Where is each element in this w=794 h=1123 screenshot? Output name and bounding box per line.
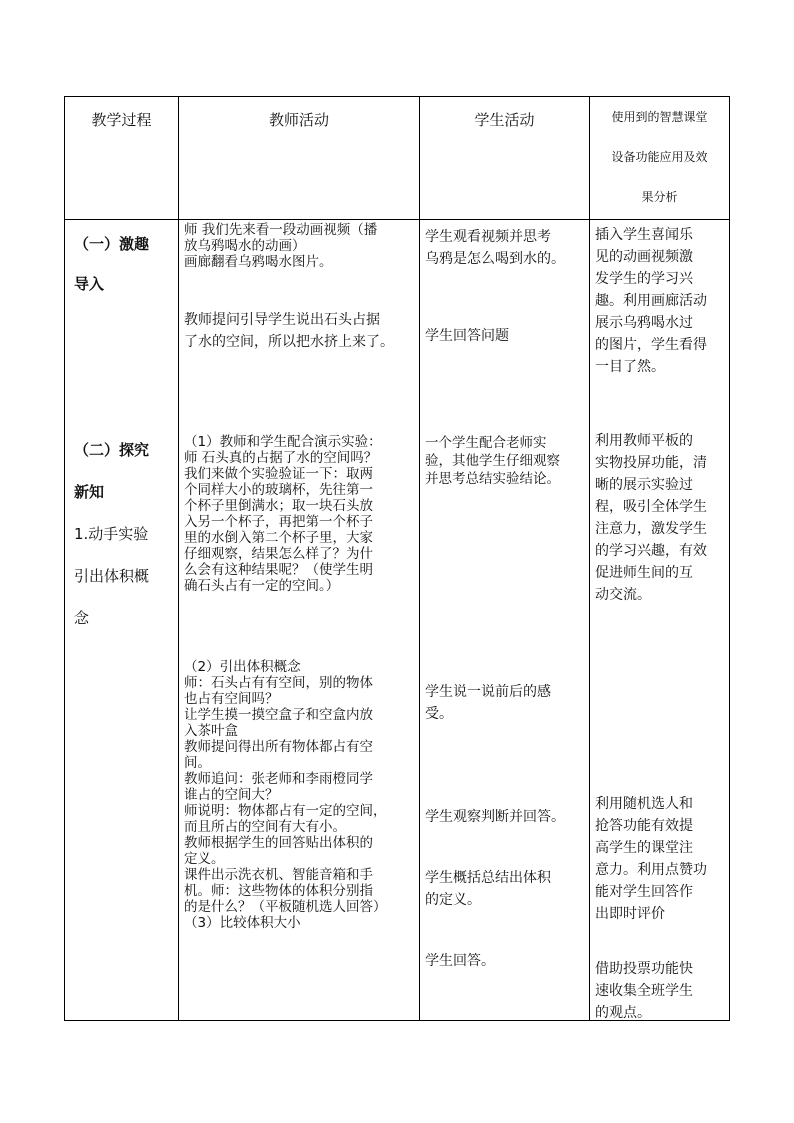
column-divider-1: [178, 96, 179, 1021]
table-header-divider: [64, 219, 730, 220]
student-activity-2: 学生回答问题: [425, 328, 509, 344]
student-activity-5: 学生观察判断并回答。: [425, 809, 565, 825]
header-device-analysis-line-1: 使用到的智慧课堂: [611, 110, 708, 124]
table-border-right: [729, 96, 730, 1021]
header-teacher-activity: 教师活动: [268, 111, 329, 129]
teacher-activity-3: （1）教师和学生配合演示实验： 师 石头真的占据了水的空间吗？ 我们来做个实验验证一下：取两 个同样大小的玻璃杯，先往第一 个杯子里倒满水；取一块石头放 入另一个杯子，再把第一个杯子 里的水倒入第二个杯子里，大家 仔细观察，结果怎么样了？为什 么会有这种结果呢？（使学生明 确石头占有一定的空间。）: [184, 434, 382, 594]
section-2-subtitle: 1.动手实验: [74, 525, 149, 543]
section-1-title-cont: 导入: [74, 275, 105, 293]
student-activity-1: 学生观看视频并思考 乌鸦是怎么喝到水的。: [425, 229, 565, 267]
section-2-title: （二）探究: [74, 441, 150, 459]
analysis-4: 借助投票功能快 速收集全班学生 的观点。: [595, 961, 693, 1021]
header-device-analysis-line-2: 设备功能应用及效: [611, 150, 708, 164]
header-device-analysis-line-3: 果分析: [641, 190, 678, 204]
analysis-3: 利用随机选人和 抢答功能有效提 高学生的课堂注 意力。利用点赞功 能对学生回答作 出即时评价: [595, 796, 707, 922]
student-activity-6: 学生概括总结出体积 的定义。: [425, 870, 551, 908]
column-divider-2: [419, 96, 420, 1021]
analysis-1: 插入学生喜闻乐 见的动画视频激 发学生的学习兴 趣。利用画廊活动 展示乌鸦喝水过 的图片，学生看得 一目了然。: [595, 227, 707, 375]
teacher-activity-4: （2）引出体积概念 师：石头占有有空间，别的物体 也占有空间吗？ 让学生摸一摸空盒子和空盒内放 入茶叶盒 教师提问得出所有物体都占有空 间。 教师追问：张老师和李雨橙同学 谁占的空间大？ 师说明：物体都占有一定的空间， 而且所占的空间有大有小。 教师根据学生的回答贴出体积的 定义。 课件出示洗衣机、智能音箱和手 机。师：这些物体的体积分别指 的是什么？（平板随机选人回答） （3）比较体积大小: [184, 659, 387, 931]
section-2-subtitle-cont: 引出体积概: [74, 567, 150, 585]
section-2-title-cont: 新知: [74, 483, 105, 501]
student-activity-4: 学生说一说前后的感 受。: [425, 684, 551, 722]
student-activity-7: 学生回答。: [425, 953, 495, 969]
header-student-activity: 学生活动: [474, 111, 535, 129]
header-teaching-process: 教学过程: [91, 111, 152, 129]
teacher-activity-1: 师 我们先来看一段动画视频（播 放乌鸦喝水的动画） 画廊翻看乌鸦喝水图片。: [184, 222, 378, 270]
analysis-2: 利用教师平板的 实物投屏功能，清 晰的展示实验过 程，吸引全体学生 注意力，激发学生 的学习兴趣，有效 促进师生间的互 动交流。: [595, 433, 707, 603]
section-2-subtitle-end: 念: [74, 609, 90, 627]
teacher-activity-2: 教师提问引导学生说出石头占据 了水的空间，所以把水挤上来了。: [184, 312, 394, 350]
column-divider-3: [589, 96, 590, 1021]
student-activity-3: 一个学生配合老师实 验，其他学生仔细观察 并思考总结实验结论。: [425, 435, 560, 487]
table-border-left: [64, 96, 65, 1021]
header-device-analysis: [590, 97, 729, 217]
section-1-title: （一）激趣: [74, 235, 150, 253]
